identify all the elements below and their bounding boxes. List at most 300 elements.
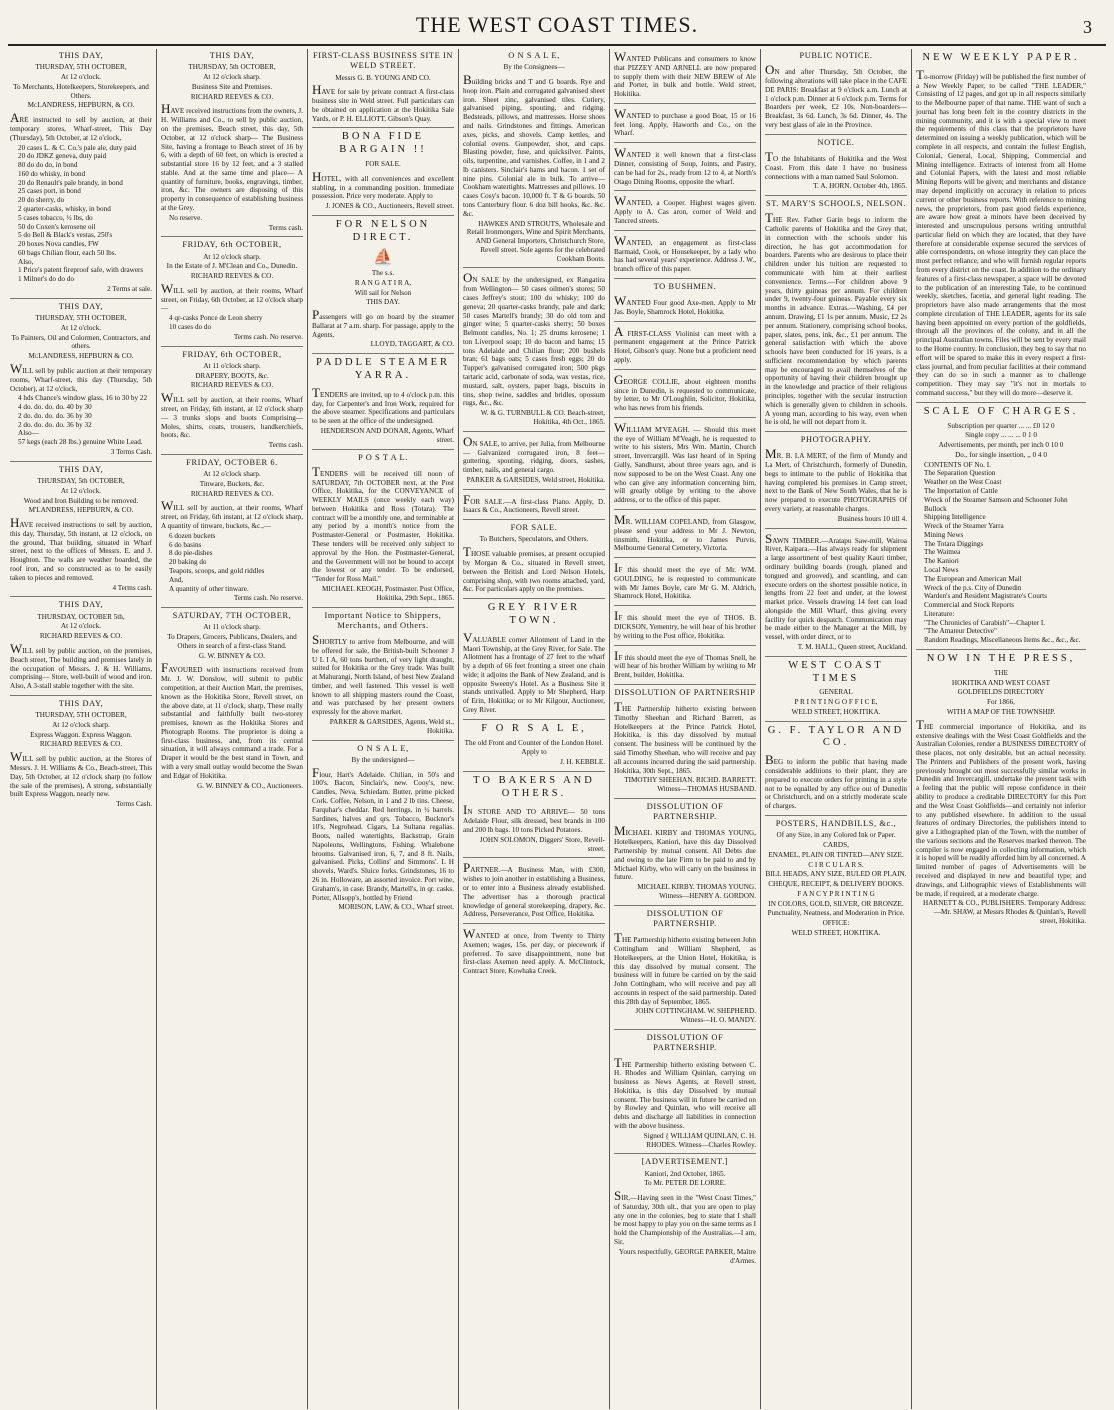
auctioneer-name: RICHARD REEVES & CO. xyxy=(39,740,123,749)
ad-heading: PADDLE STEAMER YARRA. xyxy=(315,357,451,382)
advertisement xyxy=(463,723,605,772)
ad-line: At 12 o'clock. xyxy=(60,323,102,332)
ad-heading: WEST COAST TIMES xyxy=(788,659,884,684)
ad-signature: J. H. KEBBLE. xyxy=(560,758,605,767)
ad-line: For 1866, xyxy=(987,698,1015,707)
list-item: 5 cases tobacco, ½ lbs, do xyxy=(18,213,93,222)
ad-heading: DISSOLUTION OF PARTNERSHIP. xyxy=(646,908,724,928)
ad-line: By the undersigned— xyxy=(351,755,415,764)
ad-line: WELD STREET, HOKITIKA. xyxy=(791,929,881,938)
ad-heading: F O R S A L E, xyxy=(481,722,587,734)
ad-body-text: To-morrow (Friday) will be published the first number of a New Weekly Paper, to be called "THE LEADER," Consisting of 12 pages, and got up in all respects similarly to the Melbourne paper of that name. THE want of such a journal has long been felt in the country districts in the mining community, and it is with a special view to meet the requirements of this class that the proprietors have determined on issuing a weekly publication, which will be complete in all respects, and contain the fullest English, Colonial, General, Local, Shipping, Commercial and Mining intelligence. Extracts of interest from all Home and Colonial Papers, with the latest and most reliable Mining Reports will be given; and merchants and distance may depend implicitly on accuracy in relation to prices current or other business reports. With reference to mining news, the proprietors, from past good fields experience, are aware how great a minors have been deceived by interested and unscrupulous persons writing untruthful particular field on which they are located, that they have therefore at considerable expense secured the services of able correspondents, on whose integrity they can place the most perfect reliance, and who will furnish regular reports from every district on the coast. In addition to the ordinary features of a first-class newspaper, a space will be devoted to the publication of an interesting Tale, to be continued weekly, sketches, facetia, and general light reading. The proprietors have also made arrangements that the most complete circulation of THE LEADER, agents for its sale having been appointed on every portion of the goldfields, through all the provinces of the colony, and in all the principal Australian towns. Files will be sent by every mail to the Home country. In conclusion, they beg to say that no effort will be spared to make this in every respect a first-class journal, and from peculiar facilities at their command they can do so in such a manner as to challenge competition. They may say "it's not in mortals to command success," but they will do more—deserve it. xyxy=(916,66,1086,397)
ad-signature: J. JONES & CO., Auctioneers, Revell street. xyxy=(325,202,454,211)
ad-body-text: ON and after Thursday, 5th October, the following alterations will take place in the CAFE DE PARIS: Breakfast at 9 o'clock a.m. Lunch at 1 o'clock p.m. Dinner at 6 o'clock p.m. Terms for Boarders per week, £2 10s. Non-boarders— Breakfast, 3s 6d. Lunch, 3s 6d. Dinner, 4s. The very best glass of ale in the Province. xyxy=(765,62,907,129)
ad-body-text: IF this should meet the eye of Mr. WM. GOULDING, he is requested to communicate with Mr James Boyle, care Mr G. M. Aldrich, Shamrock Hotel, Hokitika. xyxy=(614,560,756,601)
ad-line: THURSDAY, 5TH OCTOBER, xyxy=(35,314,127,323)
ad-heading: TO BUSHMEN. xyxy=(653,281,717,291)
ad-heading: TO BAKERS AND OTHERS. xyxy=(473,774,595,799)
list-item: The Separation Question xyxy=(924,469,996,478)
ad-signature: Terms cash. No reserve. xyxy=(233,594,303,603)
list-item: The European and American Mail xyxy=(924,574,1022,583)
ad-line: HOKITIKA AND WEST COAST xyxy=(951,678,1051,687)
ad-line: The old Front and Counter of the London Hotel. xyxy=(464,738,604,747)
item-list xyxy=(169,214,303,223)
advertisement xyxy=(614,146,756,191)
advertisement xyxy=(10,465,152,598)
ad-body-text: WANTED Publicans and consumers to know that PIZZEY AND ARNELL are now prepared to supply them with their NEW BREW of Ale and Porter, in bulk and bottle. Weld street, Hokitika. xyxy=(614,49,756,99)
ad-line: C I R C U L A R S. xyxy=(808,860,864,869)
ad-signature: Terms cash. xyxy=(268,223,303,232)
ad-line: At 12 o'clock sharp. xyxy=(203,73,261,82)
ad-signature: Terms cash. xyxy=(268,441,303,450)
column-1 xyxy=(6,49,157,1409)
advertisement xyxy=(614,234,756,279)
list-item: 20 boxes Nova candles, FW xyxy=(18,240,99,249)
ad-body-text: GEORGE COLLIE, about eighteen months since in Dunedin, is requested to communicate, by letter, to Mr O'Loughlin, Solicitor, Hokitika, who has news from his friends. xyxy=(614,371,756,413)
ad-body-text: ON SALE, to arrive, per Julia, from Melbourne— Galvanized corrugated iron, 8 feet—guttering, spouting, ridging, doors, sashes, timber, nails, and general cargo. xyxy=(463,433,605,475)
list-item: Shipping Intelligence xyxy=(924,513,986,522)
ad-body-text: WILL sell by auction, at their rooms, Wharf street, on Friday, 6th October, at 12 o'clock sharp— xyxy=(161,280,303,313)
ad-line: FOR SALE. xyxy=(365,160,401,168)
advertisement xyxy=(614,609,756,645)
ad-heading: Important Notice to Shippers, Merchants, and Others. xyxy=(324,610,442,630)
list-item: Also— xyxy=(18,429,39,438)
ad-line: Single copy ... ... ... 0 1 0 xyxy=(965,431,1037,440)
ad-signature: Terms cash. No reserve. xyxy=(233,332,303,341)
advertisement xyxy=(312,51,454,128)
ad-body-text: WANTED, an engagement as first-class Barmaid, Cook, or Housekeeper, by a lady who has had several years' experience. Address J. W., branch office of this paper. xyxy=(614,232,756,274)
advertisement xyxy=(10,51,152,299)
list-item: The Waimea xyxy=(924,548,961,557)
list-item: 50 do Coxen's kerosene oil xyxy=(18,222,96,231)
ad-line: OFFICE: xyxy=(822,919,850,928)
ad-signature: HENDERSON AND DONAR, Agents, Wharf street. xyxy=(320,426,454,444)
ad-body-text: IN STORE AND TO ARRIVE— 50 tons Adelaide Flour, silk dressed, best brands in 100 and 200 lb bags. 10 tons Picked Potatoes. xyxy=(463,802,605,835)
ad-heading: THIS DAY, xyxy=(209,51,255,60)
ad-heading: ST. MARY'S SCHOOLS, NELSON. xyxy=(766,199,906,209)
ad-signature: 4 Terms cash. xyxy=(112,583,152,592)
advertisement xyxy=(10,302,152,462)
ad-signature: HAWKES AND STROUTS, Wholesale and Retail Ironmongers, Wine and Spirit Merchants, AND General Importers, Christchurch Store, Revell street. Sole agents for the celebrated Cookham Boots. xyxy=(466,219,605,263)
list-item: Wreck of the Steamer Yarra xyxy=(924,522,1004,531)
ship-icon: ⛵ xyxy=(373,248,393,266)
list-item: 25 cases port, in bond xyxy=(18,187,81,196)
ad-line: Advertisements, per month, per inch 0 10 0 xyxy=(938,441,1064,450)
ad-body-text: A FIRST-CLASS Violinist can meet with a permanent engagement at the Prince Patrick Hotel, Gibson's quay. None but a proficient need apply. xyxy=(614,323,756,364)
list-item: 1 Milner's do do do xyxy=(18,275,74,284)
ad-line: Subscription per quarter ... ... £0 12 0 xyxy=(947,421,1055,430)
auctioneer-name: RICHARD REEVES & CO. xyxy=(190,92,274,101)
ad-subject: DRAPERY, BOOTS, &c. xyxy=(195,371,269,380)
ad-signature: JOHN SOLOMON, Diggers' Store, Revell-street. xyxy=(479,835,605,853)
ad-signature: MICHAEL KIRBY. THOMAS YOUNG. Witness—HENRY A. GORDON. xyxy=(637,883,756,900)
auctioneer-name: McLANDRESS, HEPBURN, & CO. xyxy=(27,101,135,110)
list-item: 60 bags Chilian flour, each 50 lbs. xyxy=(18,248,117,257)
advertisement xyxy=(161,350,303,455)
advertisement xyxy=(463,861,605,924)
ad-signature: LLOYD, TAGGART, & CO. xyxy=(370,340,454,349)
list-item: 2 quarter-casks, whisky, in bond xyxy=(18,204,111,213)
advertisement xyxy=(765,660,907,722)
list-item: The Importation of Cattle xyxy=(924,486,998,495)
ad-signature: T. A. HORN. October 4th, 1865. xyxy=(813,182,907,191)
ad-signature: TIMOTHY SHEEHAN. RICHD. BARRETT. Witness—THOMAS HUSBAND. xyxy=(624,776,756,794)
auctioneer-name: RICHARD REEVES & CO. xyxy=(190,489,274,498)
advertisement xyxy=(765,138,907,196)
ad-body-text: SIR,—Having seen in the "West Coast Times," of Saturday, 30th ult., that you are open to play any one in the colonies, beg to state that I shall be most happy to play you on the same terms as I hold the Championship of the Australias.—I am, Sir, xyxy=(614,1188,756,1247)
ad-heading: NOW IN THE PRESS, xyxy=(926,653,1076,665)
ad-line: The s.s. xyxy=(371,269,395,278)
ad-body-text: THE Rev. Father Garin begs to inform the Catholic parents of Hokitika and the Grey that, in connection with the schools under his direction, he has got accommodation for boarders. Parents who are desirous to place their children under his tuition are requested to communicate with him at their earliest convenience. Terms.—For children above 9 years, thirty guineas per annum. For children under 9, twenty-four guineas. Payable every six months in advance. Extras.—Washing, £4 per annum. Drawing, £1 1s per annum. Music, £2 2s per annum. Stationery, comprising school books, paper, slates, pens, ink, &c., £1 per annum. The general satisfaction with which the above schools have been conducted for 16 years, is a sufficient recommendation by which parents may be encouraged to avail themselves of the opportunity of having their children brought up in the knowledge and practice of their religious principles, together with the secular instruction which is generally given to children in schools. A young man, according to his way, even when he is old, he will not depart from it. xyxy=(765,210,907,427)
advertisement xyxy=(765,199,907,432)
ad-heading: POSTERS, HANDBILLS, &c., xyxy=(775,818,897,828)
ad-body-text: THE Partnership hitherto existing between John Cottingham and William Shepherd, as Hotelkeepers, at the Union Hotel, Hokitika, is this day dissolved by mutual consent. The business will in future be carried on by the said John Cottingham, who will receive and pay all accounts in respect of the said partnership. Dated this 28th day of September, 1865. xyxy=(614,930,756,1006)
advertisement xyxy=(765,819,907,942)
ad-heading: FOR SALE. xyxy=(510,523,558,533)
ad-body-text: ARE instructed to sell by auction, at their temporary stores, Wharf-street, This Day (Thursday), 5th October, at 12 o'clock, xyxy=(10,110,152,142)
ad-line: At 11 o'clock sharp. xyxy=(203,361,261,370)
advertisement xyxy=(614,373,756,418)
advertisement xyxy=(463,602,605,720)
list-item: Mining News xyxy=(924,530,964,539)
ad-heading: DISSOLUTION OF PARTNERSHIP. xyxy=(646,801,724,822)
ad-signature: Business hours 10 till 4. xyxy=(837,514,907,523)
advertisement xyxy=(463,775,605,859)
ad-signature: Terms Cash. xyxy=(116,800,152,809)
column-6 xyxy=(761,49,912,1409)
ad-body-text: SHORTLY to arrive from Melbourne, and will be offered for sale, the British-built Schooner J U L I A, 60 tons burthen, of very light draught, suited for Hokitika or the Grey trade. Was built at Mahurangi, North Island, of best New Zealand timber, and well fastened. This vessel is well known to all shipping masters round the Coast, and was purchased by her present owners expressly for the above market. xyxy=(312,632,454,717)
ad-signature: HARNETT & CO., PUBLISHERS. Temporary Address:—Mr. SHAW, at Messrs Rhodes & Quinlan's, Revell street, Hokitika. xyxy=(923,899,1086,925)
ad-signature: PARKER & GARSIDES, Weld street, Hokitika. xyxy=(466,475,605,484)
ad-signature: W. & G. TURNBULL & CO. Beach-street, Hokitika, 4th Oct., 1865. xyxy=(480,409,605,426)
advertisement xyxy=(614,561,756,606)
ad-line: THURSDAY, OCTOBER 5th, xyxy=(37,612,125,621)
ad-line: F A N C Y P R I N T I N G xyxy=(797,889,875,898)
list-item: 20 do sherry, do xyxy=(18,196,65,205)
ad-body-text: MICHAEL KIRBY and THOMAS YOUNG, Hotelkeepers, Kaniori, have this day Dissolved Partnership by mutual consent. All Debts due and owing to the late Firm to be paid to and by Michael Kirby, who will carry on the business in future. xyxy=(614,823,756,882)
ad-body-text: WANTED it well known that a first-class Dinner, consisting of Soup, Joints, and Pastry, can be had for 2s., ready from 12 to 4, at North's Otago Dining Rooms, opposite the wharf. xyxy=(614,145,756,186)
list-item: 8 do pie-dishes xyxy=(169,549,213,558)
ad-heading: PHOTOGRAPHY. xyxy=(800,435,872,445)
ad-heading: THIS DAY, xyxy=(58,698,104,708)
auctioneer-name: RICHARD REEVES & CO. xyxy=(190,272,274,281)
ad-heading: FOR NELSON DIRECT. xyxy=(335,218,431,243)
list-item: Wreck of the p.s. City of Dunedin xyxy=(924,583,1022,592)
ad-line: IN COLORS, GOLD, SILVER, OR BRONZE. xyxy=(768,899,904,908)
list-item: 10 cases do do xyxy=(169,323,212,332)
ad-heading: THIS DAY, xyxy=(58,464,104,474)
list-item: The Kaniori xyxy=(924,557,959,566)
ad-body-text: MR. WILLIAM COPELAND, from Glasgow, please send your address to Mr J. Newton, tinsmith, Hokitika, or to James Purvis, Melbourne General Cemetery, Victoria. xyxy=(614,511,756,553)
ad-heading: FRIDAY, 6th OCTOBER, xyxy=(182,349,282,359)
ad-heading: FRIDAY, 6th OCTOBER, xyxy=(182,240,282,250)
advertisement xyxy=(312,131,454,216)
ad-heading: DISSOLUTION OF PARTNERSHIP. xyxy=(646,1033,724,1053)
ad-signature: 2 Terms at sale. xyxy=(107,285,152,293)
auctioneer-name: RICHARD REEVES & CO. xyxy=(190,381,274,390)
list-item: 20 cases L. & C. Co.'s pale ale, duty paid xyxy=(18,143,137,152)
ad-body-text: FOR SALE.—A first-class Piano. Apply, D. Isaacs & Co., Auctioneers, Revell street. xyxy=(463,491,605,515)
ad-body-text: IF this should meet the eye of Thomas Snell, he will hear of his brother William by writing to Mr Brent, builder, Hokitika. xyxy=(614,647,756,680)
list-item: Warden's and Resident Magistrate's Courts xyxy=(924,592,1047,601)
advertisement xyxy=(161,51,303,237)
ad-body-text: Flour, Hart's Adelaide. Chilian, in 50's and 100's. Bacon, Sinclair's, new. Cooy's, new. Candles, Neva, Schiedam. Butter, prime picked Cork. Coffee, Nelson, in 1 and 2 lb tins. Cheese, Farquhar's cheddar. Red herrings, in ½ barrels. Sardines, halves and qrs. Tobacco, Bucknor's 10's, Negrohead. Cigars, La Sultana regalias. Boots, nailed watertights, Backstrap, Grain Napoleons, Wellingtons, Fishing. Whalebone brooms. Galvanised iron, 6, 7, and 8 ft. Nails, galvanised. Picks, Collins' and Simmons'. L H shovels, Ward's. Sluice forks. Grindstones, 16 to 26 in. Holloware, an assorted invoice. Port wine, Graham's, in case. Brandy, Martell's, in qr. casks. Porter, Allsopp's, bottled by Friend xyxy=(312,764,454,902)
ad-body-text: TENDERS will be received till noon of SATURDAY, 7th OCTOBER next, at the Post Office, Hokitika, for the CONVEYANCE of WEEKLY MAILS (once weekly each way) between Hokitika and Ross (Totara). The contract will be a monthly one, and terminable at any period by a month's notice from the Postmaster-General or Postmaster, Hokitika. These tenders will be received only subject to approval by the Hon. the Postmaster-General, and the Government will not be bound to accept the lowest or any tender. To be endorsed, "Tender for Ross Mail." xyxy=(312,463,454,584)
masthead xyxy=(8,0,1106,46)
ad-signature: JOHN COTTINGHAM. W. SHEPHERD. Witness—H. O. MANDY. xyxy=(635,1007,756,1025)
ad-body-text: MR. B. LA MERT, of the firm of Mundy and La Mert, of Christchurch, formerly of Dunedin, begs to intimate to the public of Hokitika that having completed his premises in Camp street, next to the Bank of New South Wales, that he is now prepared to execute PHOTOGRAPHS Of every variety, at reasonable charges. xyxy=(765,446,907,514)
list-item: "The Chronicles of Carabish"—Chapter I. xyxy=(924,618,1046,627)
ad-body-text: THE commercial importance of Hokitika, and its extensive dealings with the West Coast Goldfields and the Australian Colonies, render a BUSINESS DIRECTORY of these places, not only desirable, but an actual necessity. The Printers and Publishers of the present work, having previously brought out most successfully similar works in Dunedin and Invercargill, undertake the present task with a feeling that the public will repose confidence in their ability to produce a creditable DIRECTORY for this Port and the West Coast Goldfields—and certainly not inferior to any published elsewhere. In addition to the usual features of ordinary Directories, the publishers intend to give a Lithographed plan of the Town, with the number of the various sections and the Reserves marked thereon. The compiler is now engaged in collecting information, which it is hoped will be readily afforded him by all concerned. A limited number of pages of Advertisements will be received and displayed in new and beautiful type; and drawings, and Lithographic views of Establishments will be made, if required, at a moderate charge. xyxy=(916,716,1086,898)
list-item: 160 do whisky, in bond xyxy=(18,169,86,178)
item-list xyxy=(924,461,1086,645)
advertisement xyxy=(614,688,756,799)
list-item: 5 do Bell & Black's vestas, 250's xyxy=(18,231,113,240)
ad-heading: SATURDAY, 7TH OCTOBER, xyxy=(172,611,292,621)
ad-body-text: WANTED to purchase a good Boat, 15 or 16 feet long. Apply, Haworth and Co., on the Wharf. xyxy=(614,105,756,138)
ad-line: THE xyxy=(994,668,1008,677)
ad-signature: G. W. BINNEY & CO., Auctioneers. xyxy=(197,781,303,790)
list-item: 57 kegs (each 28 lbs.) genuine White Lead. xyxy=(18,438,143,447)
ad-subject: In the Estate of J. M'Clean and Co., Dunedin. xyxy=(166,262,298,271)
ad-subject: To Painters, Oil and Colormen, Contractors, and others. xyxy=(11,333,151,351)
advertisement xyxy=(312,219,454,354)
ad-heading: THIS DAY, xyxy=(58,51,104,60)
ad-body-text: WILL sell by public auction, at the Stores of Messrs. J. H. Williams & Co., Beach-street, This Day, 5th October, at 12 o'clock sharp (to follow the sale of the premises), A strong, substantially built Express Waggon, nearly new. xyxy=(10,749,152,799)
ad-line: Will sail for Nelson xyxy=(354,288,412,297)
list-item: 20 do JDKZ geneva, duty paid xyxy=(18,152,107,161)
list-item: 4 hds Chance's window glass, 16 to 30 by 22 xyxy=(18,394,148,403)
ad-body-text: TENDERS are invited, up to 4 o'clock p.m. this day, for Carpenter's and Iron Work, required for the above steamer. Specifications and particulars to be seen at the office of the undersigned. xyxy=(312,384,454,426)
ad-line: WELD STREET, HOKITIKA. xyxy=(791,707,881,716)
column-3 xyxy=(308,49,459,1409)
advertisement xyxy=(10,699,152,813)
ad-line: Of any Size, in any Colored Ink or Paper. xyxy=(776,831,896,840)
advertisement xyxy=(614,194,756,230)
ad-line: At 12 o'clock. xyxy=(60,622,102,631)
ad-body-text: IF this should meet the eye of THOS. B. DICKSON, Yementry, he will hear of his brother by writing to the Post office, Hokitika. xyxy=(614,608,756,640)
ad-body-text: BEG to inform the public that having made considerable additions to their plant, they are prepared to execute orders for printing in a style not to be equalled by any office out of Dunedin or Christchurch, and on a strictly moderate scale of charges. xyxy=(765,752,907,811)
ad-body-text: THE Partnership hitherto existing between C. H. Rhodes and William Quinlan, carrying on business as News Agents, at Revell street, Hokitika, is this day Dissolved by mutual consent. The business will in future be carried on by Rowley and Quinlan, who will receive all debts and discharge all liabilities in connection with the above business. xyxy=(614,1054,756,1130)
column-5 xyxy=(610,49,761,1409)
ad-line: THIS DAY. xyxy=(366,298,400,307)
list-item: 1 Price's patent fireproof safe, with drawers xyxy=(18,266,144,275)
advertisement xyxy=(916,406,1086,650)
ad-signature: 3 Terms Cash. xyxy=(110,447,152,456)
ad-body-text: VALUABLE corner Allotment of Land in the Maori Township, at the Grey River, for Sale. The Allotment has a frontage of 27 feet to the wharf by a depth of 66 feet fronting a street one chain wide; it adjoins the Bank of New Zealand, and is opposite Sweeny's Hotel. As a Business Site it stands unrivalled. Apply to Mr Shepherd, Harp of Erin, Hokitika; or to Mr Kilgour, Auctioneer, Grey River. xyxy=(463,629,605,714)
ad-line: At 12 o'clock. xyxy=(60,486,102,495)
list-item: A quantity of other tinware. xyxy=(169,584,249,593)
ad-line: Kaniori, 2nd October, 1865. xyxy=(644,1169,726,1178)
ad-subject: To Merchants, Hotelkeepers, Storekeepers, and Others. xyxy=(13,82,149,100)
ad-signature: Yours respectfully, GEORGE PARKER, Maître d'Armes. xyxy=(618,1247,756,1265)
ad-signature: PARKER & GARSIDES, Agents, Weld st., Hokitika. xyxy=(329,718,454,735)
ad-line: At 12 o'clock sharp. xyxy=(203,252,261,261)
auctioneer-name: G. W. BINNEY & CO. xyxy=(198,651,266,660)
advertisement xyxy=(614,802,756,906)
ad-heading: THIS DAY, xyxy=(58,600,104,610)
list-item: 2 do. do. do. do. 36 by 32 xyxy=(18,420,92,429)
advertisement xyxy=(312,611,454,741)
ad-signature: MORISON, LAW, & CO., Wharf street. xyxy=(338,903,454,912)
ad-line: Apply to xyxy=(521,748,547,757)
list-item: "The Amateur Detective" xyxy=(924,627,997,636)
list-item: 4 do. do. do. do. 40 by 30 xyxy=(18,403,92,412)
advertisement xyxy=(312,357,454,449)
advertisement xyxy=(614,1157,756,1269)
ad-line: At 11 o'clock sharp. xyxy=(203,623,261,632)
list-item: Random Readings, Miscellaneous Items &c., &c., &c. xyxy=(924,636,1081,645)
list-item: Literature: xyxy=(924,609,955,618)
ad-line: At 12 o'clock sharp. xyxy=(203,470,261,479)
ad-line: GOLDFIELDS DIRECTORY xyxy=(957,688,1045,697)
ad-body-text: WILL sell by public auction at their temporary rooms, Wharf-street, this day (Thursday, 5th October), at 12 o'clock, xyxy=(10,360,152,393)
ad-body-text: PARTNER.—A Business Man, with £300, wishes to join another in establishing a Business, or to enter into a Business already established. The advertiser has a thorough practical knowledge of general storekeeping, drapery, &c. Address, Perseverance, Post Office, Hokitika. xyxy=(463,860,605,919)
list-item: And, xyxy=(169,575,184,584)
ad-body-text: TO the Inhabitants of Hokitika and the West Coast. From this date I have no business connections with a man named Saul Solomon. xyxy=(765,148,907,181)
ad-line: WITH A MAP OF THE TOWNSHIP. xyxy=(946,707,1056,716)
newspaper-title: THE WEST COAST TIMES. xyxy=(415,12,699,37)
advertisement xyxy=(161,240,303,346)
ad-line: THURSDAY, 5TH OCTOBER, xyxy=(35,63,127,72)
advertisement xyxy=(312,453,454,608)
advertisement xyxy=(614,50,756,104)
advertisement xyxy=(916,52,1086,403)
ad-body-text: THOSE valuable premises, at present occupied by Morgan & Co., situated in Revell street, between the British and Lord Nelson Hotels, comprising shop, with two rooms attached, yard, &c. For particulars apply on the premises. xyxy=(463,544,605,594)
ad-body-text: WILL sell by auction, at their rooms, Wharf street, on Friday, 6th instant, at 12 o'clock sharp, A quantity of tinware, buckets, &c.,— xyxy=(161,498,303,531)
ad-body-text: SAWN TIMBER.—Aratapu Saw-mill, Wairoa River, Kaipara.—Has always ready for shipment a large assortment of best quality Kauri timber, ordinary building boards (rough, planed and tongued and grooved), and scantling, and can execute orders on the shortest possible notice, in lengths from 22 feet and under, at the lowest market price. Vessels drawing 14 feet can load alongside the Mill Wharf, thus giving every facility for quick despatch. Communication may be made either to the Manager at the Mill, by vessel, with order direct, or to xyxy=(765,530,907,642)
ad-line: BILL HEADS, ANY SIZE, RULED OR PLAIN. xyxy=(765,870,907,879)
ad-line: At 12 o'clock sharp. xyxy=(52,720,110,729)
ad-heading: [ADVERTISEMENT.] xyxy=(641,1157,729,1167)
ad-line: Punctuality, Neatness, and Moderation in Price. xyxy=(767,909,905,918)
list-item: No reserve. xyxy=(169,213,203,222)
list-item: CONTENTS OF No. I. xyxy=(924,460,991,469)
advertisement xyxy=(312,744,454,917)
advertisement xyxy=(463,493,605,521)
advertisement xyxy=(614,649,756,685)
ad-line: CHEQUE, RECEIPT, & DELIVERY BOOKS. xyxy=(768,880,904,889)
ad-subject: Business Site and Premises. xyxy=(191,82,273,91)
page-number: 3 xyxy=(1083,17,1092,37)
advertisement xyxy=(10,600,152,696)
ad-line: CARDS, xyxy=(823,841,849,849)
item-list xyxy=(169,314,303,332)
list-item: 80 do do do, in bond xyxy=(18,161,78,170)
advertisement xyxy=(916,653,1086,930)
ad-heading: P O S T A L. xyxy=(358,452,408,462)
ad-line: THURSDAY, 5th OCTOBER, xyxy=(37,477,125,485)
ad-heading: O N S A L E, xyxy=(508,51,560,60)
list-item: Also, xyxy=(18,257,34,266)
advertisement xyxy=(463,271,605,431)
advertisement xyxy=(463,51,605,268)
list-item: Weather on the West Coast xyxy=(924,478,1002,487)
list-item: The Totara Diggings xyxy=(924,539,984,548)
column-4 xyxy=(459,49,610,1409)
auctioneer-name: M'LANDRESS, HEPBURN, & CO. xyxy=(28,506,134,515)
ad-line: R A N G A T I R A, xyxy=(354,278,412,287)
advertisement xyxy=(765,51,907,135)
list-item: 20 baking do xyxy=(169,558,207,567)
ad-subject: Express Waggon. Express Waggon. xyxy=(30,730,132,739)
ad-line: THURSDAY, 5TH OCTOBER, xyxy=(35,711,127,720)
ad-body-text: HAVE for sale by private contract A first-class business site in Weld street. Full particulars can be obtained on application at the Hokitika Sale Yards, or P. H. ELLIOTT, Gibson's Quay. xyxy=(312,82,454,123)
ad-signature: Signed { WILLIAM QUINLAN, C. H. RHODES. Witness—Charles Rowley. xyxy=(643,1131,756,1149)
ad-heading: FRIDAY, OCTOBER 6. xyxy=(186,457,278,467)
ad-body-text: HAVE received instructions to sell by auction, this day, Thursday, 5th instant, at 12 o'clock, on the ground, That building, situated in Wharf street, next to the offices of Messrs. E. and J. Houghton. The walls are weather boarded, the roof iron, and so constructed as to be easily taken to pieces and removed. xyxy=(10,515,152,582)
ad-line: GENERAL xyxy=(819,688,853,697)
ad-line: To Mr. PETER DE LORRE. xyxy=(644,1179,726,1188)
ad-body-text: WANTED, a Cooper. Highest wages given. Apply to A. Cas aron, corner of Weld and Tancred streets. xyxy=(614,193,756,225)
ad-body-text: WILL sell by public auction, on the premises, Beach street, The building and premises lately in the occupation of Messrs. J. & H. Williams, comprising— Store, well-built of wood and iron. Also, A 3-stall stable together with the site. xyxy=(10,640,152,691)
ad-signature: MICHAEL KEOGH, Postmaster. Post Office, Hokitika, 29th Sept., 1865. xyxy=(322,584,454,602)
advertisement xyxy=(614,421,756,510)
ad-body-text: Building bricks and T and G boards. Rye and hoop iron. Plain and corrugated galvanised sheet iron. Sheet zinc, galvanised tiles. Cutlery, galvanised piping, spouting, and ridging. Bedsteads, pillows, and mattresses. Horse shoes and nails. Grindstones and fittings. American axes, picks, and shovels. Camp kettles, and colonial ovens. Gunpowder, shot, and caps. Blasting powder, fuse, and quicksilver. Paints, oils, turpentine, and varnishes. Coffee, in 1 and 2 lb canisters. Sinclair's hams and bacon. 1 set of nine pins. Colonial ale in bulk. To arrive— Cookham watertights. Mattresses and pillows. 10 cases Cosy's bacon. 10,000 ft. T & G boards. 50 tons Canterbury flour. 6 doz bill hooks, &c. &c. &c. xyxy=(463,72,605,218)
ad-line: Do., for single insertion, ,, 0 4 0 xyxy=(955,450,1047,459)
ad-line: P R I N T I N G O F F I C E, xyxy=(794,698,878,707)
ad-heading: PUBLIC NOTICE. xyxy=(799,51,873,60)
advertisement xyxy=(463,523,605,599)
list-item: Wreck of the Steamer Samson and Schooner John Bullock xyxy=(924,495,1068,513)
list-item: 2 do. do. do. do. 36 by 30 xyxy=(18,411,92,420)
advertisement xyxy=(614,513,756,558)
ad-heading: GREY RIVER TOWN. xyxy=(487,602,581,626)
list-item: Commercial and Stock Reports xyxy=(924,601,1015,610)
ad-subject: Tinware, Buckets, &c. xyxy=(199,479,265,488)
ad-line: To Butchers, Speculators, and Others. xyxy=(479,535,589,544)
ad-body-text: FAVOURED with instructions received from Mr. J. W. Donslow, will submit to public competition, at their Auction Mart, the premises, known as the Hokitika Store, Revell street, on the above date, at 11 o'clock, sharp, These really substantial and faithfully built two-storey premises, known as the Hokitika Stores and Photograph Rooms. The proprietor is doing a first-class business, and, from its central situation, it will always command a trade. For a Draper it would be the best stand in Town, and with a very small outlay would become the Swan and Edgar of Hokitika. xyxy=(161,660,303,780)
list-item: Local News xyxy=(924,566,959,574)
list-item: 6 dozen buckets xyxy=(169,531,216,540)
advertisement xyxy=(161,458,303,608)
ad-line: By the Consignees— xyxy=(503,63,565,72)
column-7 xyxy=(912,49,1090,1409)
ad-subject: Wood and Iron Building to be removed. xyxy=(23,496,139,505)
ad-line: Messrs G. B. YOUNG AND CO. xyxy=(335,73,431,82)
ad-heading: SCALE OF CHARGES. xyxy=(923,405,1079,417)
ad-heading: O N S A L E, xyxy=(357,743,409,753)
advertisement xyxy=(463,435,605,490)
ad-body-text: WILLIAM M'VEAGH. — Should this meet the eye of William M'Veagh, he is requested to write to his sisters, Mrs Wm. Martin, Church street, Invercargill. Was last heard of in Spring Gully, Sandhurst, about three years ago, and is now supposed to be on the West Coast. Any one who can give any information concerning him, will greatly oblige by writing to the above address, or to the office of this paper. xyxy=(614,419,756,505)
columns-container xyxy=(6,49,1108,1409)
advertisement xyxy=(463,927,605,980)
ad-heading: FIRST-CLASS BUSINESS SITE IN WELD STREET. xyxy=(312,51,454,71)
ad-line: At 12 o'clock. xyxy=(60,73,102,82)
auctioneer-name: McLANDRESS, HEPBURN & CO. xyxy=(28,352,134,361)
list-item: Teapots, scoops, and gold riddles xyxy=(169,566,265,575)
item-list xyxy=(18,144,152,285)
list-item: 4 qr-casks Ponce de Leon sherry xyxy=(169,314,263,323)
ad-heading: THIS DAY, xyxy=(58,301,104,311)
item-list xyxy=(18,394,152,447)
item-list xyxy=(169,532,303,593)
ad-body-text: HOTEL, with all conveniences and excellent stabling, in a commanding position. Immediate possession. Price very moderate. Apply to xyxy=(312,168,454,201)
ad-line: ENAMEL, PLAIN OR TINTED—ANY SIZE. xyxy=(768,850,904,859)
advertisement xyxy=(614,1033,756,1154)
ad-heading: DISSOLUTION OF PARTNERSHIP xyxy=(614,687,756,697)
ad-body-text: WANTED Four good Axe-men. Apply to Mr Jas. Boyle, Shamrock Hotel, Hokitika. xyxy=(614,293,756,316)
ad-body-text: ON SALE by the undersigned, ex Rangatira from Wellington— 50 cases oilmen's stores; 50 cases Jeffrey's stout; 100 do whisky; 100 do geneva; 20 quarter-casks brandy, pale and dark; 50 cases Martell's brandy; 30 do old tom and ginger wine; 5 quarter-casks sherry; 50 boxes Belmont candles, No. 1; 25 drums kerosene; 1 ton Liverpool soap; 10 do bacon and hams; 15 tons Adelaide and Chilian flour; 200 bushels bran; 61 bags oats; 5 cases fresh eggs; 20 do Tupper's galvanised corrugated iron; 500 pkgs tartaric acid, carbonate of soda, wax vestas, rice, mustard, salt, oysters, paper bags, biscuits in tins, shop twine, saddles and bridles, opossum rugs, &c., &c. xyxy=(463,270,605,408)
ad-heading: NOTICE. xyxy=(817,137,855,147)
ad-heading: BONA FIDE BARGAIN !! xyxy=(339,131,427,156)
advertisement xyxy=(614,909,756,1030)
advertisement xyxy=(765,435,907,529)
ad-body-text: Passengers will go on board by the steamer Ballarat at 7 a.m. sharp. For passage, apply to the Agents, xyxy=(312,307,454,339)
list-item: 6 do basins xyxy=(169,540,202,549)
auctioneer-name: RICHARD REEVES & CO. xyxy=(39,632,123,641)
list-item: 20 do Renault's pale brandy, in bond xyxy=(18,178,123,187)
